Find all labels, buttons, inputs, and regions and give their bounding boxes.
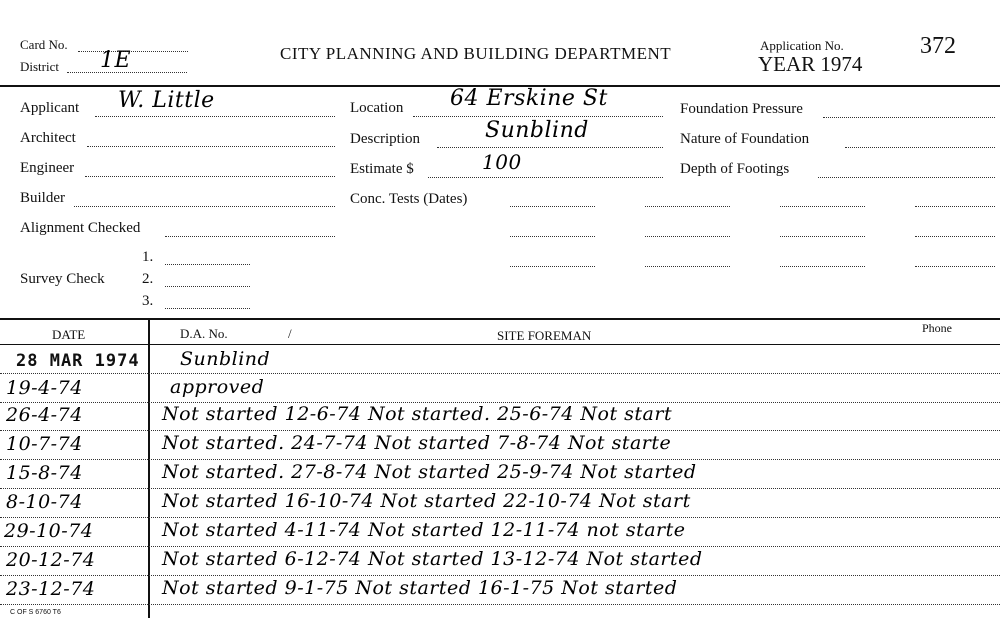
foundation-pressure-label: Foundation Pressure — [680, 101, 803, 117]
conc-line-a3 — [510, 266, 595, 267]
phone-header: Phone — [922, 321, 952, 335]
row-date: 15-8-74 — [6, 462, 83, 484]
estimate-label: Estimate $ — [350, 161, 414, 177]
description-line — [437, 147, 663, 148]
conc-line-c1 — [780, 206, 865, 207]
description-label: Description — [350, 131, 420, 147]
row-entry: Not started 9-1-75 Not started 16-1-75 Not started — [162, 577, 678, 599]
application-number: 372 — [920, 33, 956, 59]
card-no-label: Card No. — [20, 37, 68, 52]
alignment-label: Alignment Checked — [20, 220, 141, 236]
log-header-rule — [0, 344, 1000, 345]
conc-line-c3 — [780, 266, 865, 267]
applicant-value: W. Little — [118, 88, 215, 113]
architect-line — [87, 146, 335, 147]
conc-line-b3 — [645, 266, 730, 267]
location-value: 64 Erskine St — [450, 86, 608, 111]
da-slash: / — [288, 326, 292, 341]
conc-line-c2 — [780, 236, 865, 237]
conc-tests-label: Conc. Tests (Dates) — [350, 191, 468, 207]
row-date: 10-7-74 — [6, 433, 83, 455]
row-date: 19-4-74 — [6, 377, 83, 399]
applicant-line — [95, 116, 335, 117]
row-entry: Not started 12-6-74 Not started. 25-6-74 Not start — [162, 403, 673, 425]
survey-label: Survey Check — [20, 271, 105, 287]
survey-line-1 — [165, 264, 250, 265]
survey-item-1: 1. — [142, 249, 154, 265]
builder-label: Builder — [20, 190, 65, 206]
row-line — [0, 517, 1000, 518]
date-header: DATE — [52, 327, 86, 342]
survey-line-3 — [165, 308, 250, 309]
row-line — [0, 373, 1000, 374]
conc-line-d3 — [915, 266, 995, 267]
row-entry: approved — [170, 376, 265, 398]
row-entry: Not started. 27-8-74 Not started 25-9-74 Not started — [162, 461, 697, 483]
survey-line-2 — [165, 286, 250, 287]
survey-item-2: 2. — [142, 271, 154, 287]
row-line — [0, 430, 1000, 431]
depth-footings-label: Depth of Footings — [680, 161, 790, 177]
builder-line — [74, 206, 335, 207]
description-value: Sunblind — [485, 118, 589, 143]
row-date-stamp: 28 MAR 1974 — [16, 351, 140, 371]
district-label: District — [20, 59, 59, 74]
nature-foundation-line — [845, 147, 995, 148]
row-date: 20-12-74 — [6, 549, 96, 571]
survey-item-3: 3. — [142, 293, 154, 309]
foreman-header: SITE FOREMAN — [497, 328, 592, 343]
year-label: YEAR 1974 — [758, 52, 863, 76]
applicant-label: Applicant — [20, 100, 80, 116]
engineer-line — [85, 176, 335, 177]
nature-foundation-label: Nature of Foundation — [680, 131, 810, 147]
row-line — [0, 546, 1000, 547]
log-column-divider — [148, 318, 150, 618]
location-line — [413, 116, 663, 117]
application-label: Application No. — [760, 38, 844, 53]
row-line — [0, 575, 1000, 576]
row-line — [0, 459, 1000, 460]
row-date: 26-4-74 — [6, 404, 83, 426]
conc-line-b2 — [645, 236, 730, 237]
row-entry: Not started 6-12-74 Not started 13-12-74 Not started — [162, 548, 703, 570]
conc-line-d1 — [915, 206, 995, 207]
form-code: C OF S 6760 T6 — [10, 609, 61, 616]
da-header: D.A. No. — [180, 326, 228, 341]
department-title: CITY PLANNING AND BUILDING DEPARTMENT — [280, 44, 672, 63]
row-entry: Sunblind — [180, 348, 271, 370]
foundation-pressure-line — [823, 117, 995, 118]
architect-label: Architect — [20, 130, 76, 146]
row-date: 8-10-74 — [6, 491, 83, 513]
engineer-label: Engineer — [20, 160, 75, 176]
row-line — [0, 488, 1000, 489]
conc-line-b1 — [645, 206, 730, 207]
location-label: Location — [350, 100, 404, 116]
row-entry: Not started 4-11-74 Not started 12-11-74 not starte — [162, 519, 686, 541]
alignment-line — [165, 236, 335, 237]
row-line — [0, 604, 1000, 605]
row-entry: Not started. 24-7-74 Not started 7-8-74 Not starte — [162, 432, 672, 454]
row-date: 29-10-74 — [4, 520, 94, 542]
district-value: 1E — [100, 48, 132, 73]
conc-line-a2 — [510, 236, 595, 237]
card-no-line — [78, 51, 188, 52]
estimate-value: 100 — [482, 150, 522, 174]
log-top-rule — [0, 318, 1000, 320]
row-date: 23-12-74 — [6, 578, 96, 600]
conc-line-d2 — [915, 236, 995, 237]
depth-footings-line — [818, 177, 995, 178]
row-entry: Not started 16-10-74 Not started 22-10-74 Not start — [162, 490, 691, 512]
estimate-line — [428, 177, 663, 178]
conc-line-a1 — [510, 206, 595, 207]
